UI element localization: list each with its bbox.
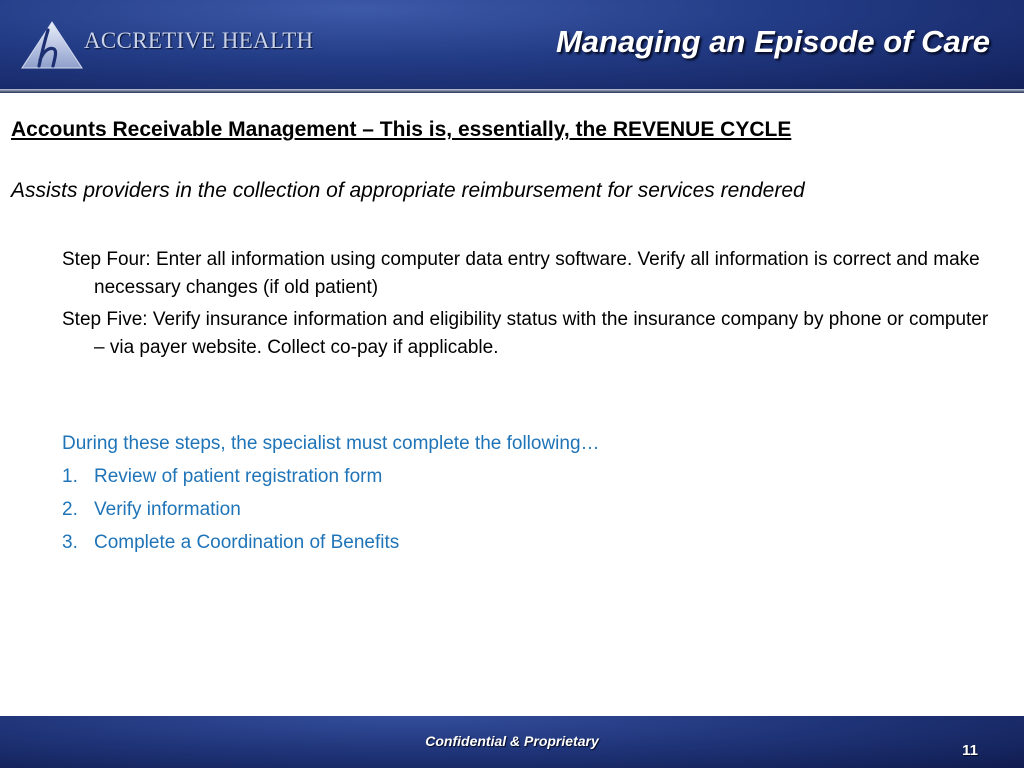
task-text: Verify information [94, 499, 241, 520]
task-number: 1. [62, 466, 78, 487]
section-heading: Accounts Receivable Management – This is, essentially, the REVENUE CYCLE [11, 118, 792, 141]
slide-footer [0, 716, 1024, 768]
step-four: Step Four: Enter all information using computer data entry software. Verify all information is correct and make necessary changes (if old patient) [62, 249, 980, 298]
task-item [62, 530, 962, 556]
slide-body [0, 93, 1024, 716]
task-text: Review of patient registration form [94, 466, 383, 487]
task-item [62, 497, 962, 523]
logo-wordmark: ACCRETIVE HEALTH [84, 28, 314, 53]
steps-list [62, 246, 992, 366]
task-item [62, 464, 962, 490]
task-number: 2. [62, 499, 78, 520]
slide-title: Managing an Episode of Care [555, 24, 990, 59]
confidential-label: Confidential & Proprietary [425, 733, 599, 749]
slide-header [0, 0, 1024, 89]
task-number: 3. [62, 532, 78, 553]
section-subheading: Assists providers in the collection of appropriate reimbursement for services rendered [11, 179, 805, 202]
accretive-health-logo-icon [18, 20, 84, 70]
tasks-intro: During these steps, the specialist must complete the following… [62, 433, 600, 454]
specialist-tasks [62, 431, 962, 563]
company-logo [18, 20, 358, 70]
task-text: Complete a Coordination of Benefits [94, 532, 400, 553]
step-five: Step Five: Verify insurance information and eligibility status with the insurance company by phone or computer – via payer website. Collect co-pay if applicable. [62, 309, 989, 358]
page-number: 11 [962, 742, 978, 759]
